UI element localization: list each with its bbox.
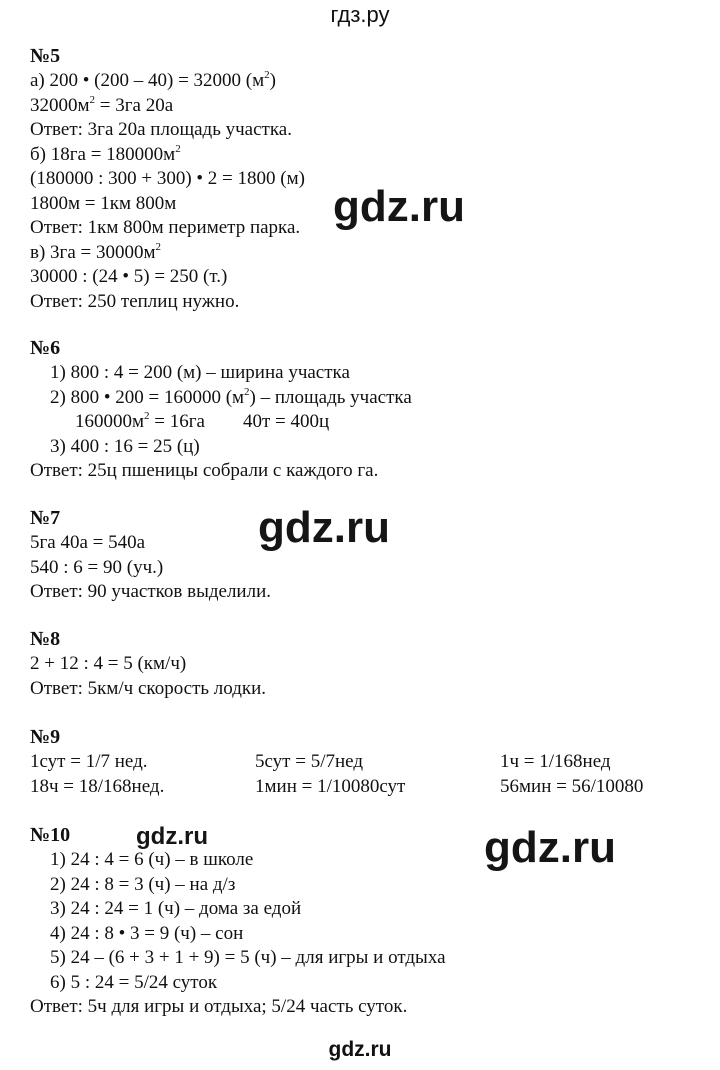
task-9-row-1 (30, 750, 710, 775)
task-6-line-3: $160000м^2 = 16га$ 40т = 400ц (75, 410, 330, 432)
task-10-title: №10 (30, 824, 71, 846)
task-10 (30, 823, 446, 1020)
task-5-line-1: а) 200 • (200 – 40) = 32000 $(м^2)$ (30, 69, 276, 91)
task-6-line-5: Ответ: 25ц пшеницы собрали с каждого га. (30, 460, 379, 481)
task-8-line-2: Ответ: 5км/ч скорость лодки. (30, 677, 267, 699)
task-9-cell: 18ч = 18/168нед. (30, 775, 165, 797)
task-10-line-4: 4) 24 : 8 • 3 = 9 (ч) – сон (50, 922, 244, 944)
task-5-line-6: 1800м = 1км 800м (30, 192, 177, 214)
task-10-line-3: 3) 24 : 24 = 1 (ч) – дома за едой (50, 898, 302, 919)
task-7-line-1: 5га 40а = 540а (30, 532, 146, 553)
task-8 (30, 627, 266, 701)
task-8-title: №8 (30, 628, 61, 650)
site-header: гдз.ру (330, 2, 390, 27)
task-7-title: №7 (30, 507, 61, 529)
task-7-line-2: 540 : 6 = 90 (уч.) (30, 556, 164, 578)
task-6-title: №6 (30, 337, 61, 359)
watermark-logo: gdz.ru (484, 823, 616, 872)
task-9-cell: 1мин = 1/10080сут (255, 775, 406, 797)
task-5-line-10: Ответ: 250 теплиц нужно. (30, 290, 240, 312)
watermark-logo: gdz.ru (333, 182, 465, 231)
watermark-logo: gdz.ru (258, 503, 390, 552)
task-5-line-9: 30000 : (24 • 5) = 250 (т.) (30, 266, 228, 287)
task-10-line-1: 1) 24 : 4 = 6 (ч) – в школе (50, 849, 254, 870)
task-6 (30, 336, 412, 484)
watermark-logo: gdz.ru (136, 823, 208, 850)
task-5-line-3: Ответ: 3га 20а площадь участка. (30, 119, 292, 140)
task-5-line-7: Ответ: 1км 800м периметр парка. (30, 217, 301, 238)
task-6-line-4: 3) 400 : 16 = 25 (ц) (50, 435, 200, 457)
task-9-cell: 5сут = 5/7нед (255, 751, 363, 772)
task-9-cell: 1сут = 1/7 нед. (30, 751, 148, 772)
task-9 (30, 725, 710, 799)
task-6-line-1: 1) 800 : 4 = 200 (м) – ширина участка (50, 362, 350, 383)
task-10-line-2: 2) 24 : 8 = 3 (ч) – на д/з (50, 873, 236, 895)
task-5-line-8: в) $3га = 30000м^2$ (30, 240, 162, 263)
task-9-cell: 1ч = 1/168нед (500, 751, 611, 772)
task-5 (30, 44, 305, 314)
task-10-line-6: 6) 5 : 24 = 5/24 суток (50, 971, 218, 993)
task-5-line-4: б) $18га = 180000м^2$ (30, 142, 181, 165)
task-5-line-5: (180000 : 300 + 300) • 2 = 1800 (м) (30, 168, 305, 189)
task-5-line-2: $32000м^2 = 3га$ 20а (30, 93, 174, 116)
task-6-line-2: 2) 800 • 200 = 160000 $(м^2)$ – площадь участка (50, 385, 412, 408)
task-9-cell: 56мин = 56/10080 (500, 775, 644, 797)
task-8-line-1: 2 + 12 : 4 = 5 (км/ч) (30, 653, 187, 674)
task-10-line-7: Ответ: 5ч для игры и отдыха; 5/24 часть суток. (30, 996, 408, 1017)
task-7 (30, 506, 271, 605)
task-9-row-2 (30, 775, 710, 800)
site-footer: gdz.ru (328, 1038, 392, 1061)
task-9-title: №9 (30, 726, 61, 748)
task-5-title: №5 (30, 45, 61, 67)
task-7-line-3: Ответ: 90 участков выделили. (30, 581, 271, 602)
task-10-line-5: 5) 24 – (6 + 3 + 1 + 9) = 5 (ч) – для игры и отдыха (50, 947, 446, 968)
